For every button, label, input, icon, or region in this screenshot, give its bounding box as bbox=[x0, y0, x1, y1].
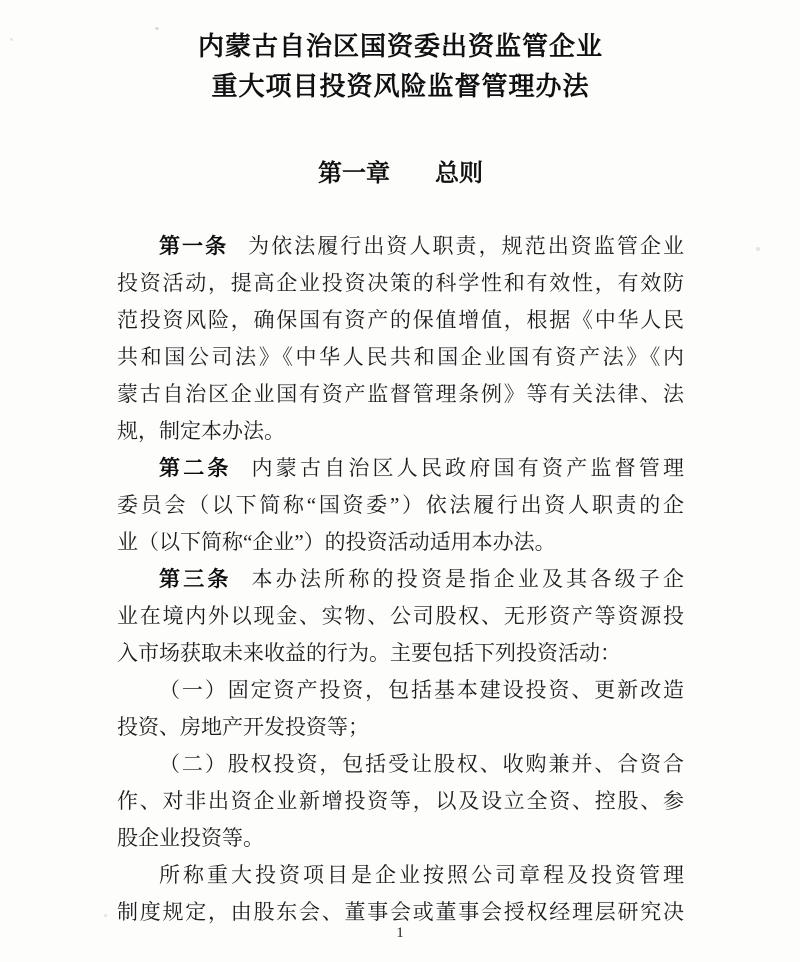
article-number: 第一条 bbox=[159, 235, 229, 258]
text-line: 共和国公司法》《中华人民共和国企业国有资产法》《内 bbox=[117, 345, 684, 369]
paragraph bbox=[117, 746, 684, 857]
text-line: 委员会（以下简称“国资委”）依法履行出资人职责的企 bbox=[117, 493, 684, 517]
text-line: 作、对非出资企业新增投资等，以及设立全资、控股、参 bbox=[117, 789, 684, 813]
scan-speck bbox=[10, 38, 13, 41]
article-number: 第二条 bbox=[159, 457, 232, 480]
paragraph bbox=[117, 857, 684, 931]
chapter-number: 第一章 bbox=[317, 160, 390, 187]
text-line: 所称重大投资项目是企业按照公司章程及投资管理 bbox=[159, 863, 684, 887]
paragraph bbox=[117, 228, 684, 450]
chapter-heading bbox=[117, 157, 684, 191]
text-line: 业在境内外以现金、实物、公司股权、无形资产等资源投 bbox=[117, 604, 684, 628]
text-line: 投资、房地产开发投资等； bbox=[117, 715, 369, 739]
scan-speck bbox=[104, 914, 107, 917]
text-line: 业（以下简称“企业”）的投资活动适用本办法。 bbox=[117, 530, 556, 554]
text-line: 第二条 内蒙古自治区人民政府国有资产监督管理 bbox=[159, 456, 684, 480]
article-number: 第三条 bbox=[159, 568, 232, 591]
text-line: 范投资风险，确保国有资产的保值增值，根据《中华人民 bbox=[117, 308, 684, 332]
text-line: 制度规定，由股东会、董事会或董事会授权经理层研究决 bbox=[117, 900, 684, 924]
document-content bbox=[117, 0, 684, 931]
text-line: （一）固定资产投资，包括基本建设投资、更新改造 bbox=[159, 678, 684, 702]
text-line: 投资活动，提高企业投资决策的科学性和有效性，有效防 bbox=[117, 271, 684, 295]
text-line: 规，制定本办法。 bbox=[117, 419, 285, 443]
title-line-1: 内蒙古自治区国资委出资监管企业 bbox=[197, 32, 603, 61]
paragraph bbox=[117, 672, 684, 746]
paragraph bbox=[117, 450, 684, 561]
document-title bbox=[117, 0, 684, 107]
chapter-title: 总则 bbox=[435, 160, 484, 187]
page-number: 1 bbox=[396, 925, 404, 941]
title-line-2: 重大项目投资风险监督管理办法 bbox=[211, 72, 590, 101]
text-line: 入市场获取未来收益的行为。主要包括下列投资活动： bbox=[117, 641, 621, 665]
document-body bbox=[117, 228, 684, 931]
text-line: 蒙古自治区企业国有资产监督管理条例》等有关法律、法 bbox=[117, 382, 684, 406]
text-line: 第一条 为依法履行出资人职责，规范出资监管企业 bbox=[159, 234, 684, 258]
paragraph bbox=[117, 561, 684, 672]
scan-speck bbox=[756, 247, 760, 251]
text-line: 第三条 本办法所称的投资是指企业及其各级子企 bbox=[159, 567, 684, 591]
text-line: 股企业投资等。 bbox=[117, 826, 264, 850]
text-line: （二）股权投资，包括受让股权、收购兼并、合资合 bbox=[159, 752, 684, 776]
